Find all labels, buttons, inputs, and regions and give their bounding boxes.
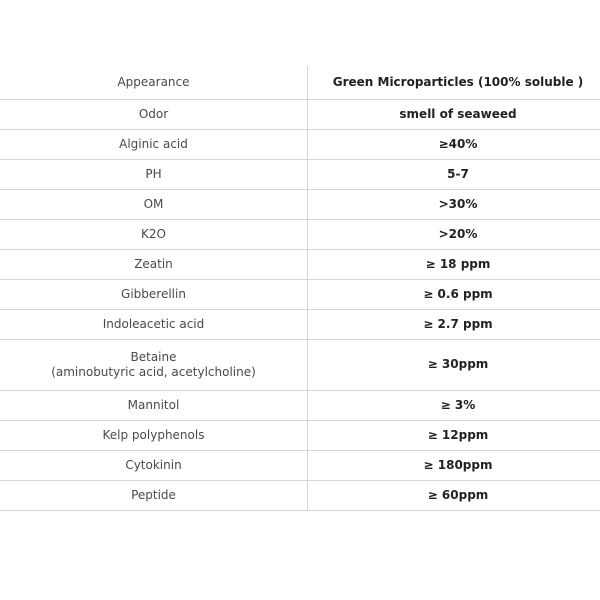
value-cell: >20% [308, 219, 600, 249]
parameter-cell: OM [0, 189, 308, 219]
parameter-cell: Mannitol [0, 390, 308, 420]
table-row [0, 129, 600, 159]
parameter-cell: Zeatin [0, 249, 308, 279]
table-row [0, 99, 600, 129]
table-row [0, 279, 600, 309]
value-cell: >30% [308, 189, 600, 219]
table-row [0, 339, 600, 390]
table-row [0, 219, 600, 249]
value-cell: ≥ 30ppm [308, 339, 600, 390]
table-row [0, 390, 600, 420]
table-row [0, 420, 600, 450]
value-cell: Green Microparticles (100% soluble ) [308, 66, 600, 99]
parameter-cell: Appearance [0, 66, 308, 99]
parameter-name: Betaine [130, 349, 177, 364]
parameter-cell: Odor [0, 99, 308, 129]
parameter-cell: Peptide [0, 480, 308, 510]
value-cell: 5-7 [308, 159, 600, 189]
table-row [0, 66, 600, 99]
value-cell: smell of seaweed [308, 99, 600, 129]
value-cell: ≥ 0.6 ppm [308, 279, 600, 309]
parameter-cell [0, 339, 308, 390]
specification-table [0, 66, 600, 511]
table-row [0, 159, 600, 189]
parameter-cell: K2O [0, 219, 308, 249]
parameter-note: (aminobutyric acid, acetylcholine) [51, 364, 256, 379]
parameter-cell: Gibberellin [0, 279, 308, 309]
table-row [0, 450, 600, 480]
parameter-cell: Kelp polyphenols [0, 420, 308, 450]
parameter-cell: Indoleacetic acid [0, 309, 308, 339]
table-row [0, 480, 600, 510]
value-cell: ≥ 180ppm [308, 450, 600, 480]
parameter-cell: Cytokinin [0, 450, 308, 480]
value-cell: ≥ 60ppm [308, 480, 600, 510]
parameter-cell: Alginic acid [0, 129, 308, 159]
table-row [0, 189, 600, 219]
value-cell: ≥ 2.7 ppm [308, 309, 600, 339]
value-cell: ≥ 12ppm [308, 420, 600, 450]
table-row [0, 309, 600, 339]
value-cell: ≥ 3% [308, 390, 600, 420]
value-cell: ≥40% [308, 129, 600, 159]
table-row [0, 249, 600, 279]
parameter-cell: PH [0, 159, 308, 189]
value-cell: ≥ 18 ppm [308, 249, 600, 279]
